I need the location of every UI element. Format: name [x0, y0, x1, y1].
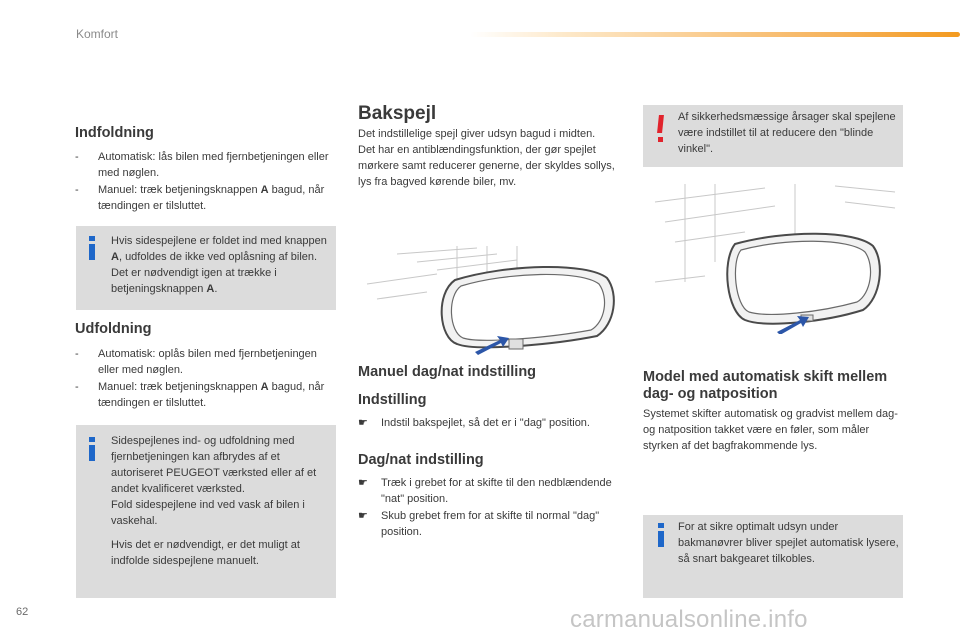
indfoldning-list	[75, 149, 337, 215]
bullet-arrow-icon: ☛	[358, 477, 368, 489]
manual-daynight-heading: Manuel dag/nat indstilling	[358, 364, 537, 380]
warning-icon	[655, 115, 667, 143]
list-item: ☛ Skub grebet frem for at skifte til normal "dag" position.	[358, 510, 600, 538]
list-item: ☛ Indstil bakspejlet, så det er i "dag" position.	[358, 417, 590, 429]
bakspejl-heading: Bakspejl	[358, 103, 437, 124]
list-item: - Automatisk: lås bilen med fjernbetjeningen eller med nøglen.	[75, 151, 329, 179]
page-number: 62	[16, 606, 29, 618]
automatic-model-text: Systemet skifter automatisk og gradvist mellem dag- og natposition takket være en føler, som måler styrken af det bagfrakommende lys.	[643, 408, 898, 452]
info-box-text: Hvis sidespejlene er foldet ind med knappen A, udfoldes de ikke ved oplåsning af bilen. Det er nødvendigt igen at trække i betjeningsknappen A.	[111, 235, 327, 295]
automatic-model-heading: Model med automatisk skift mellem dag- og natposition	[643, 369, 888, 402]
warning-text: Af sikkerhedsmæssige årsager skal spejlene være indstillet til at reducere den "blinde vinkel".	[678, 111, 896, 155]
udfoldning-heading: Udfoldning	[75, 321, 152, 337]
header-accent-bar	[470, 32, 960, 37]
watermark: carmanualsonline.info	[570, 606, 808, 633]
info-box-folded-mirrors	[76, 226, 336, 310]
list-item: - Manuel: træk betjeningsknappen A bagud, når tændingen er tilsluttet.	[75, 184, 325, 212]
info-box-unfold-service	[76, 425, 336, 598]
info-box-text: For at sikre optimalt udsyn under bakmanøvrer bliver spejlet automatisk lysere, så snart bakgearet tilkobles.	[678, 521, 899, 565]
udfoldning-list	[75, 346, 337, 412]
list-item: - Manuel: træk betjeningsknappen A bagud, når tændingen er tilsluttet.	[75, 381, 325, 409]
bullet-arrow-icon: ☛	[358, 417, 368, 429]
daynight-heading: Dag/nat indstilling	[358, 452, 484, 468]
chapter-title: Komfort	[76, 27, 119, 41]
daynight-list	[358, 475, 620, 541]
bakspejl-intro: Det indstillelige spejl giver udsyn bagud i midten. Det har en antiblændingsfunktion, der gør spejlet mørkere samt reducerer generne, der skyldes sollys, lys fra bagved kørende biler, mv.	[358, 128, 615, 188]
info-icon	[86, 236, 98, 260]
bullet-arrow-icon: ☛	[358, 510, 368, 522]
info-icon	[655, 523, 667, 547]
mirror-automatic-illustration	[645, 182, 905, 334]
indfoldning-heading: Indfoldning	[75, 125, 154, 141]
indstilling-heading: Indstilling	[358, 392, 427, 408]
indstilling-list	[358, 415, 628, 432]
info-box-reverse-gear	[643, 515, 903, 598]
warning-box-blind-spot	[643, 105, 903, 167]
mirror-manual-illustration	[357, 244, 619, 356]
info-icon	[86, 437, 98, 461]
info-box-text: Sidespejlenes ind- og udfoldning med fjernbetjeningen kan afbrydes af et autoriseret PEUGEOT værksted eller af et andet kvalificeret værksted. Fold sidespejlene ind ved vask af bilen i vaskehal. Hvis det er nødvendigt, er det muligt at indfolde sidespejlene manuelt.	[111, 435, 317, 567]
list-item: - Automatisk: oplås bilen med fjernbetjeningen eller med nøglen.	[75, 348, 317, 376]
list-item: ☛ Træk i grebet for at skifte til den nedblændende "nat" position.	[358, 477, 612, 505]
